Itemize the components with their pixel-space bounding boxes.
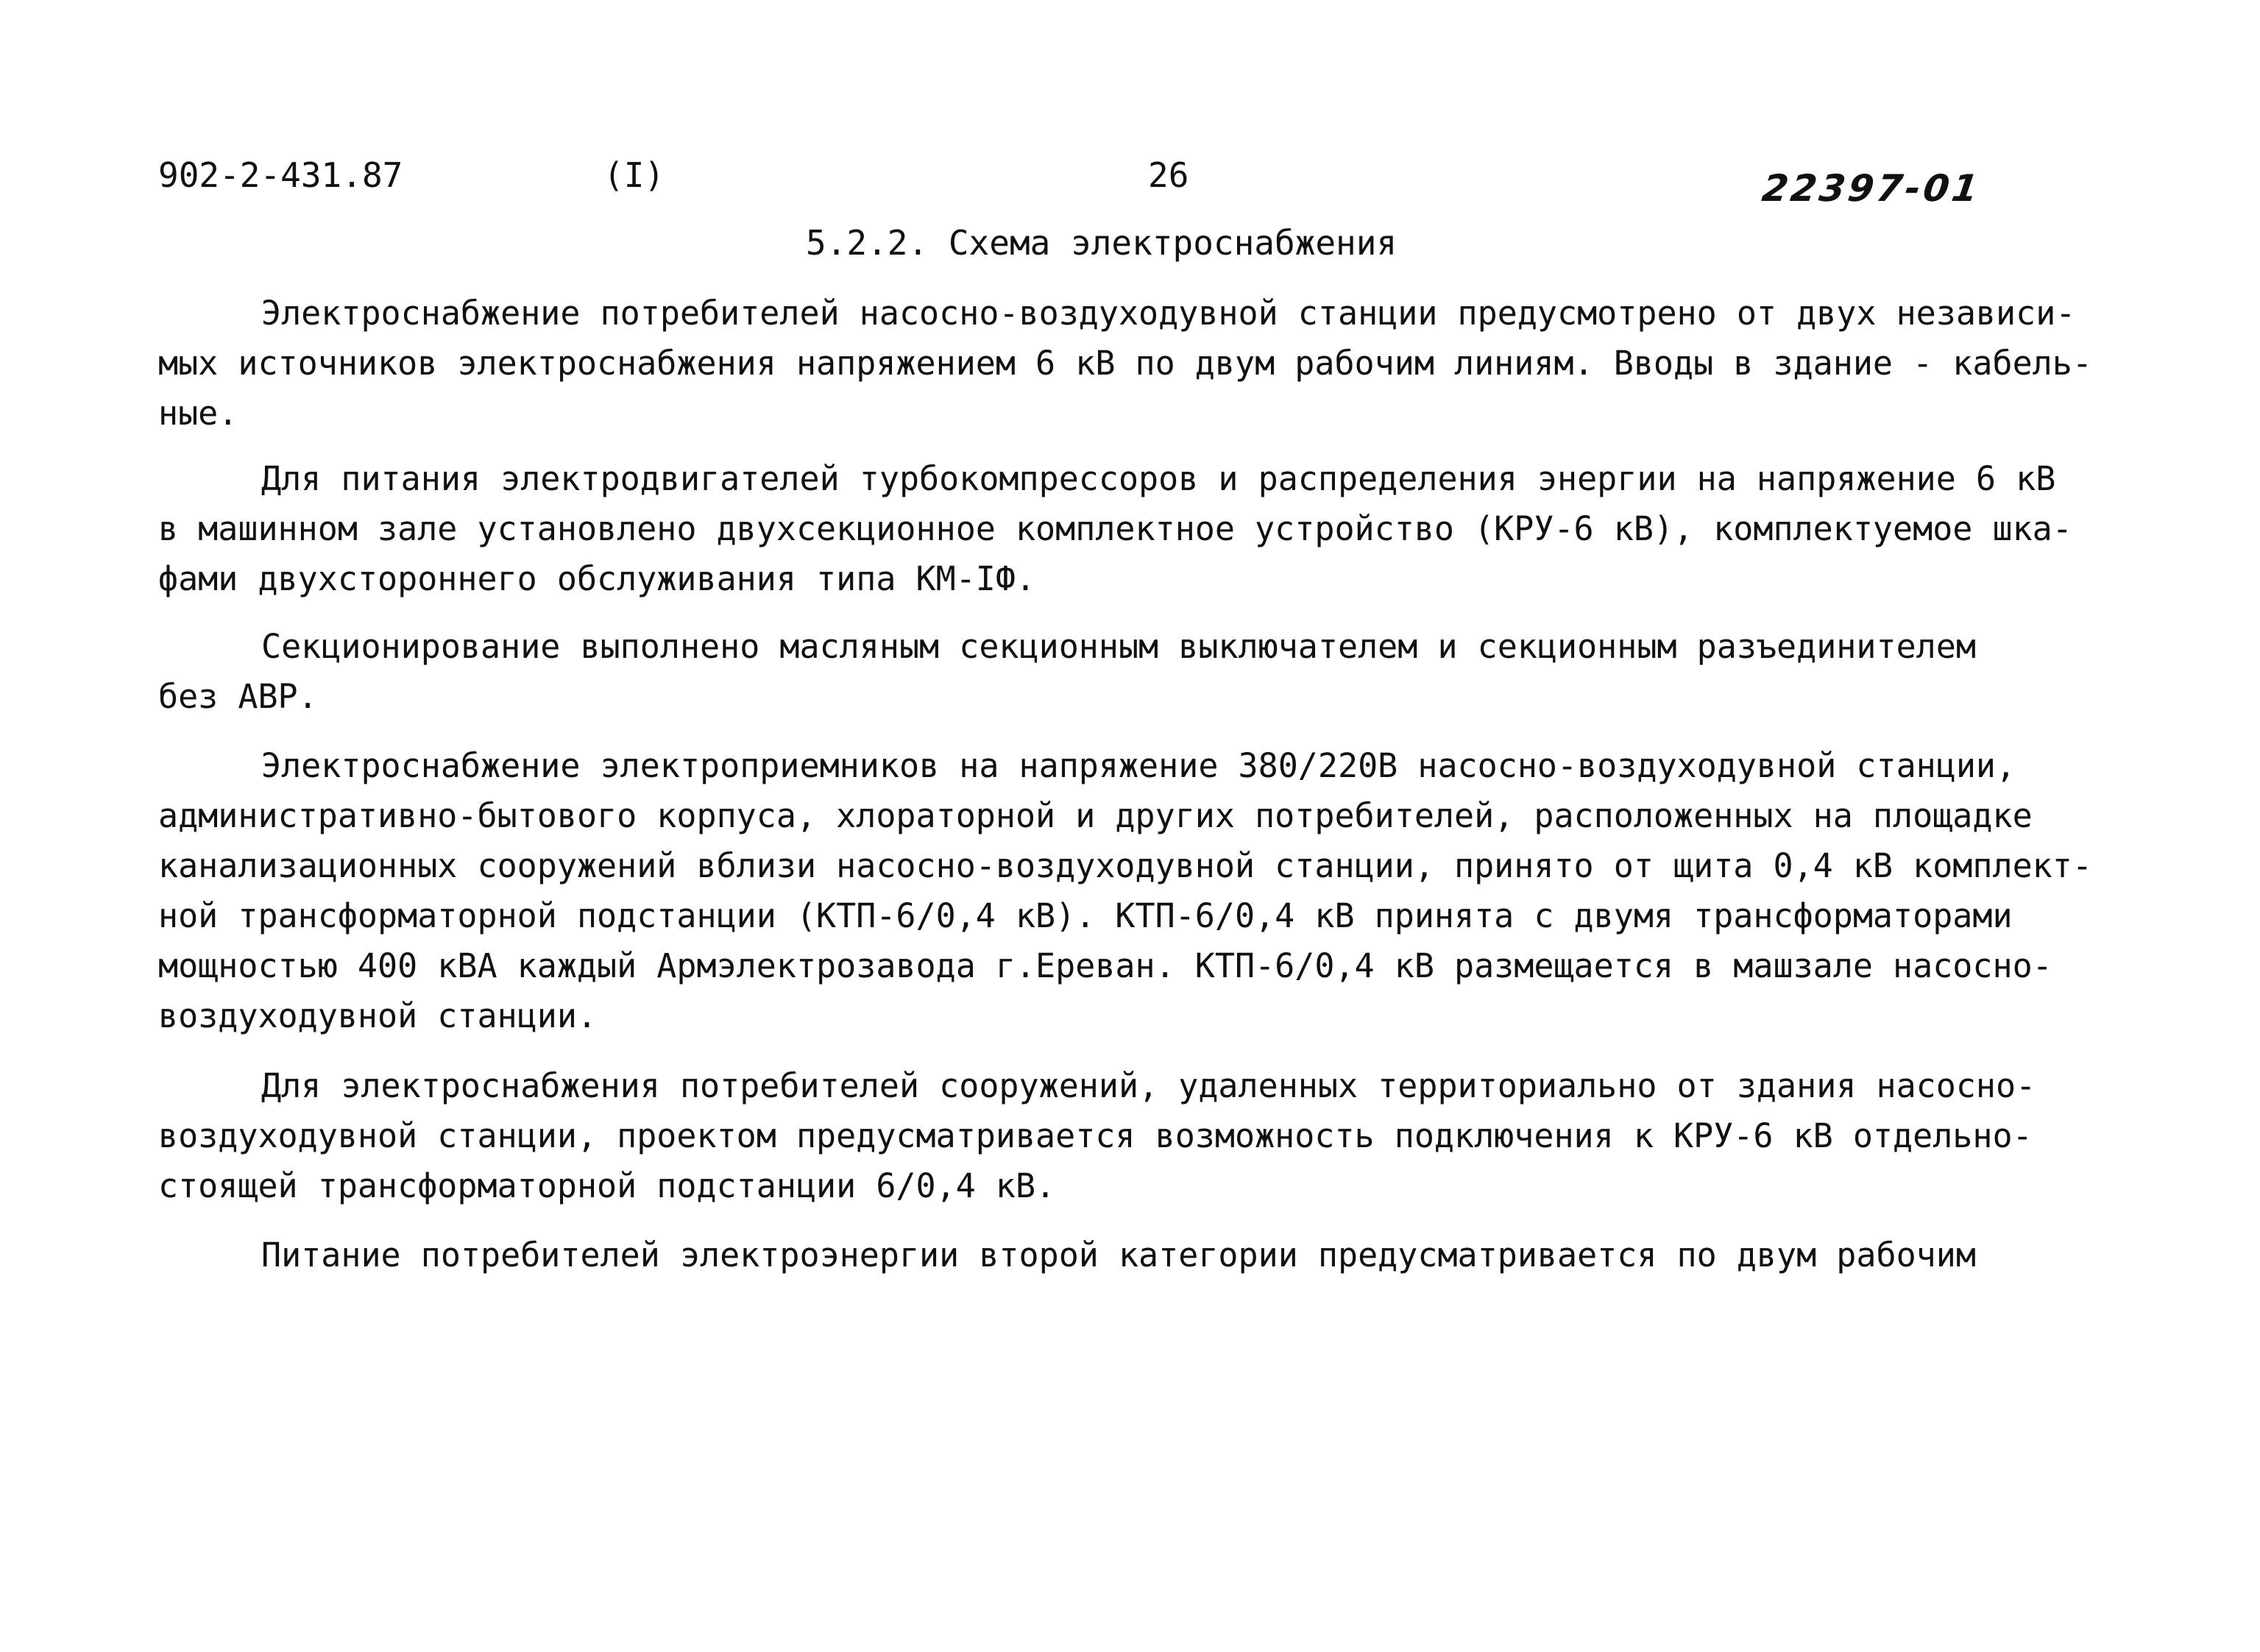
paragraph-power-supply-sources <box>158 288 2145 439</box>
paragraph-low-voltage-supply <box>158 741 2145 1041</box>
paragraph-line: административно-бытового корпуса, хлораторной и других потребителей, расположенных на площадке <box>158 796 2033 835</box>
paragraph-remote-consumers <box>158 1061 2145 1211</box>
paragraph-switchgear <box>158 454 2145 604</box>
paragraph-line: Электроснабжение электроприемников на напряжение 380/220В насосно-воздуходувной станции, <box>261 746 2016 785</box>
document-code: 902-2-431.87 <box>158 155 403 195</box>
inventory-stamp: 22397-01 <box>1759 167 1984 210</box>
paragraph-line: фами двухстороннего обслуживания типа КМ-IФ. <box>158 559 1036 598</box>
paragraph-line: воздуходувной станции. <box>158 996 598 1035</box>
paragraph-line: в машинном зале установлено двухсекционное комплектное устройство (КРУ-6 кВ), комплектуемое шка- <box>158 509 2072 548</box>
sheet-marker: (I) <box>603 155 665 195</box>
paragraph-line: стоящей трансформаторной подстанции 6/0,4 кВ. <box>158 1166 1056 1205</box>
paragraph-second-category <box>158 1230 2145 1280</box>
paragraph-line: мых источников электроснабжения напряжением 6 кВ по двум рабочим линиям. Вводы в здание - кабель- <box>158 344 2092 383</box>
paragraph-line: ные. <box>158 394 238 433</box>
paragraph-line: Секционирование выполнено масляным секционным выключателем и секционным разъединителем <box>261 627 1976 666</box>
paragraph-line: Для электроснабжения потребителей сооружений, удаленных территориально от здания насосно- <box>261 1066 2036 1105</box>
paragraph-line: ной трансформаторной подстанции (КТП-6/0,4 кВ). КТП-6/0,4 кВ принята с двумя трансформаторами <box>158 896 2013 935</box>
paragraph-sectioning <box>158 622 2145 722</box>
paragraph-line: воздуходувной станции, проектом предусматривается возможность подключения к КРУ-6 кВ отдельно- <box>158 1116 2033 1155</box>
paragraph-line: Электроснабжение потребителей насосно-воздуходувной станции предусмотрено от двух независи- <box>261 294 2076 333</box>
page-number: 26 <box>1148 155 1189 195</box>
paragraph-line: мощностью 400 кВА каждый Армэлектрозавода г.Ереван. КТП-6/0,4 кВ размещается в машзале насосно- <box>158 946 2052 985</box>
paragraph-line: Для питания электродвигателей турбокомпрессоров и распределения энергии на напряжение 6 кВ <box>261 459 2056 498</box>
paragraph-line: Питание потребителей электроэнергии второй категории предусматривается по двум рабочим <box>261 1236 1976 1275</box>
paragraph-line: без АВР. <box>158 677 318 716</box>
section-heading: 5.2.2. Схема электроснабжения <box>806 223 1398 263</box>
paragraph-line: канализационных сооружений вблизи насосно-воздуходувной станции, принято от щита 0,4 кВ комплект- <box>158 846 2092 885</box>
